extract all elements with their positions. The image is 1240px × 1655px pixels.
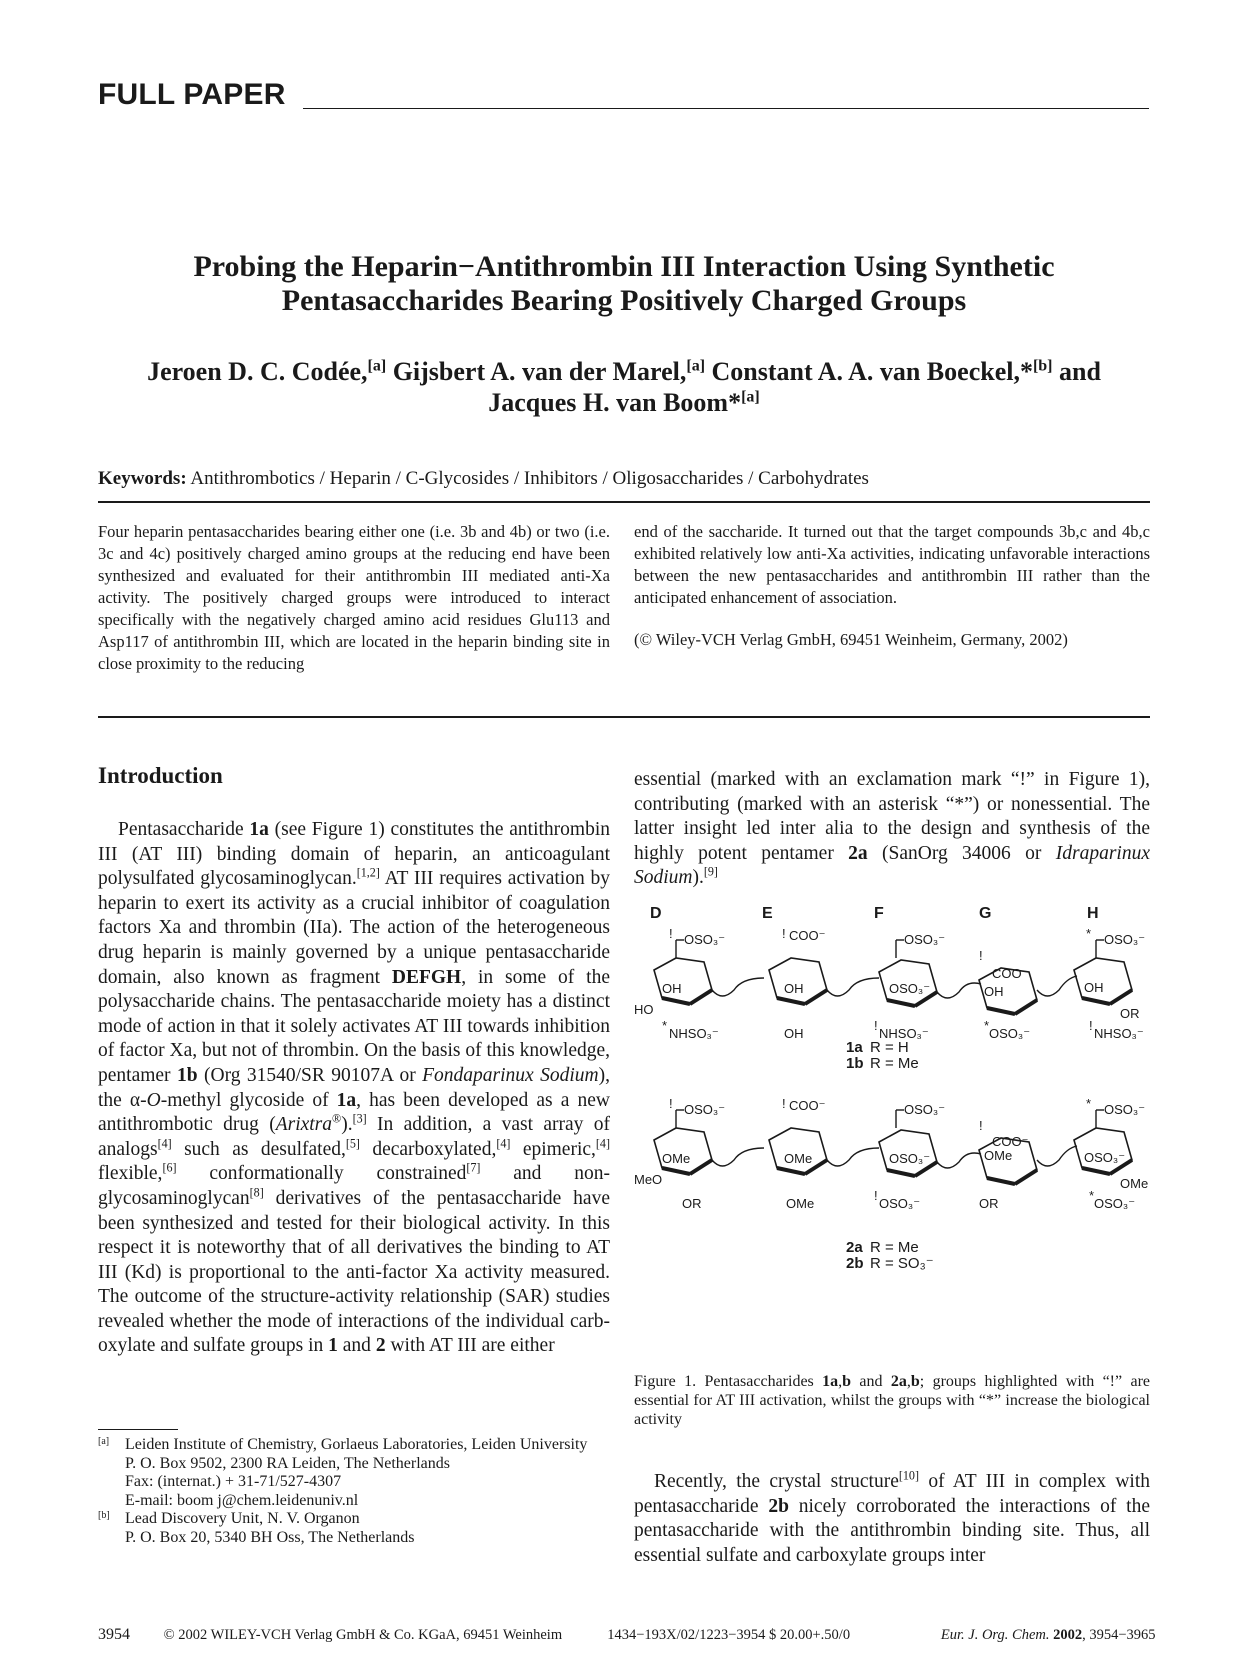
svg-text:OSO₃⁻: OSO₃⁻ xyxy=(879,1196,921,1211)
svg-text:OSO₃⁻: OSO₃⁻ xyxy=(889,981,931,996)
citation: [8] xyxy=(249,1185,264,1200)
svg-text:R = SO₃⁻: R = SO₃⁻ xyxy=(870,1255,934,1272)
keywords xyxy=(98,468,869,490)
compound-label-1b: 1b xyxy=(846,1055,864,1072)
svg-text:*: * xyxy=(1086,926,1092,941)
footnote-a: [a] Leiden Institute of Chemistry, Gorlaeus Laboratories, Leiden University P. O. Box 9502, 2300 RA Leiden, The Netherlands Fax: (internat.) + 31-71/527-4307 E-mail: boom j@chem.leidenuniv.nl xyxy=(98,1436,588,1509)
author-3: Constant A. A. van Boeckel,* xyxy=(711,357,1033,386)
page-number: 3954 xyxy=(98,1626,130,1643)
svg-text:!: ! xyxy=(669,1096,673,1111)
section-label: FULL PAPER xyxy=(98,78,286,111)
author-list xyxy=(98,356,1150,418)
svg-text:OR: OR xyxy=(979,1196,999,1211)
citation: [7] xyxy=(466,1160,481,1175)
author-2: Gijsbert A. van der Marel, xyxy=(392,357,687,386)
compound-label-2b: 2b xyxy=(846,1255,864,1272)
citation: [4] xyxy=(595,1136,610,1151)
svg-text:!: ! xyxy=(979,1118,983,1133)
footer-copyright: © 2002 WILEY-VCH Verlag GmbH & Co. KGaA, 69451 Weinheim xyxy=(163,1627,563,1643)
compound-label-2a: 2a xyxy=(846,1239,863,1256)
svg-text:OSO₃⁻: OSO₃⁻ xyxy=(1104,1102,1146,1117)
author-conjunction: and xyxy=(1059,357,1101,386)
svg-text:!: ! xyxy=(782,1096,786,1111)
svg-text:COO⁻: COO⁻ xyxy=(789,1098,826,1113)
svg-text:R = Me: R = Me xyxy=(870,1055,919,1072)
svg-text:OMe: OMe xyxy=(662,1151,691,1166)
affiliation-mark: [b] xyxy=(1032,357,1053,375)
abstract-bottom-rule xyxy=(98,716,1150,718)
svg-text:NHSO₃⁻: NHSO₃⁻ xyxy=(669,1026,719,1041)
citation: [6] xyxy=(162,1160,177,1175)
abstract-left xyxy=(98,521,610,675)
svg-text:OSO₃⁻: OSO₃⁻ xyxy=(904,932,946,947)
footnote-rule xyxy=(98,1429,178,1430)
svg-text:OSO₃⁻: OSO₃⁻ xyxy=(1104,932,1146,947)
title-line-2: Pentasaccharides Bearing Positively Charged Groups xyxy=(281,284,967,317)
affiliation-mark: [a] xyxy=(367,357,387,375)
svg-text:!: ! xyxy=(1089,1018,1093,1033)
svg-text:OSO₃⁻: OSO₃⁻ xyxy=(684,1102,726,1117)
svg-text:NHSO₃⁻: NHSO₃⁻ xyxy=(879,1026,929,1041)
footer-citation: Eur. J. Org. Chem. 2002, 3954−3965 xyxy=(940,1627,1156,1643)
svg-text:OSO₃⁻: OSO₃⁻ xyxy=(889,1151,931,1166)
svg-text:OH: OH xyxy=(1084,980,1104,995)
citation: [4] xyxy=(496,1136,511,1151)
svg-text:!: ! xyxy=(669,926,673,941)
unit-label-f: F xyxy=(874,905,884,922)
page-footer xyxy=(98,1626,1156,1644)
svg-text:!: ! xyxy=(874,1018,878,1033)
unit-label-e: E xyxy=(762,905,773,922)
svg-text:OH: OH xyxy=(662,981,682,996)
svg-text:OH: OH xyxy=(784,981,804,996)
body-column-left xyxy=(98,818,610,1359)
svg-text:OSO₃⁻: OSO₃⁻ xyxy=(904,1102,946,1117)
svg-text:R = Me: R = Me xyxy=(870,1239,919,1256)
pentasaccharide-structures xyxy=(634,900,1150,1360)
footer-issn: 1434−193X/02/1223−3954 $ 20.00+.50/0 xyxy=(607,1627,851,1643)
svg-text:!: ! xyxy=(874,1188,878,1203)
keywords-text: Antithrombotics / Heparin / C-Glycosides / Inhibitors / Oligosaccharides / Carbohydrates xyxy=(190,468,869,489)
keywords-label: Keywords: xyxy=(98,468,187,489)
svg-text:OMe: OMe xyxy=(984,1148,1013,1163)
citation: [10] xyxy=(898,1468,919,1483)
svg-text:OMe: OMe xyxy=(786,1196,815,1211)
svg-text:OSO₃⁻: OSO₃⁻ xyxy=(684,932,726,947)
svg-text:COO⁻: COO⁻ xyxy=(789,928,826,943)
affiliation-mark: [a] xyxy=(741,388,760,406)
svg-text:*: * xyxy=(662,1018,668,1033)
citation: [1,2] xyxy=(356,865,380,880)
citation: [4] xyxy=(157,1136,172,1151)
paper-title xyxy=(98,250,1150,318)
author-4: Jacques H. van Boom* xyxy=(488,388,742,417)
citation: [5] xyxy=(345,1136,360,1151)
svg-text:OMe: OMe xyxy=(1120,1176,1149,1191)
footnote-b: [b] Lead Discovery Unit, N. V. Organon P. O. Box 20, 5340 BH Oss, The Netherlands xyxy=(98,1510,415,1546)
abstract-top-rule xyxy=(98,501,1150,503)
body-column-right-bottom xyxy=(634,1470,1150,1568)
svg-text:OMe: OMe xyxy=(784,1151,813,1166)
unit-label-d: D xyxy=(650,905,662,922)
unit-label-h: H xyxy=(1087,905,1099,922)
svg-text:OH: OH xyxy=(984,984,1004,999)
svg-text:COO⁻: COO⁻ xyxy=(992,966,1029,981)
abstract-copyright: (© Wiley-VCH Verlag GmbH, 69451 Weinheim, Germany, 2002) xyxy=(634,630,1068,649)
figure-caption: Figure 1. Pentasaccharides 1a,b and 2a,b; groups highlighted with “!” are essential for AT III activation, whilst the groups with “*” increase the biological activity xyxy=(634,1373,1151,1428)
svg-text:OH: OH xyxy=(784,1026,804,1041)
svg-text:R = H: R = H xyxy=(870,1039,909,1056)
svg-text:OR: OR xyxy=(1120,1006,1140,1021)
svg-text:!: ! xyxy=(979,948,983,963)
author-1: Jeroen D. C. Codée, xyxy=(147,357,368,386)
unit-label-g: G xyxy=(979,905,992,922)
svg-text:HO: HO xyxy=(634,1002,654,1017)
svg-text:COO⁻: COO⁻ xyxy=(992,1134,1029,1149)
svg-text:OSO₃⁻: OSO₃⁻ xyxy=(1094,1196,1136,1211)
svg-text:OSO₃⁻: OSO₃⁻ xyxy=(989,1026,1031,1041)
svg-text:OR: OR xyxy=(682,1196,702,1211)
affiliation-mark: [a] xyxy=(686,357,706,375)
svg-text:*: * xyxy=(1089,1188,1095,1203)
compound-label-1a: 1a xyxy=(846,1039,863,1056)
citation: [9] xyxy=(703,864,718,879)
title-line-1: Probing the Heparin−Antithrombin III Interaction Using Synthetic xyxy=(193,250,1055,283)
abstract-text-left: Four heparin pentasaccharides bearing either one (i.e. 3b and 4b) or two (i.e. 3c and 4c) positively charged amino groups at the reducing end have been synthesized and evaluated for their antithrombin III mediated anti-Xa activity. The positively charged groups were introduced to interact specifically with the negatively charged amino acid residues Glu113 and Asp117 of antithrombin III, which are located in the heparin binding site in close proximity to the reducing xyxy=(98,522,610,673)
body-column-right-top xyxy=(634,768,1150,891)
citation: [3] xyxy=(352,1111,367,1126)
svg-text:MeO: MeO xyxy=(634,1172,663,1187)
svg-text:*: * xyxy=(1086,1096,1092,1111)
abstract-right xyxy=(634,521,1150,651)
affiliation-footnotes xyxy=(98,1436,608,1547)
svg-text:OSO₃⁻: OSO₃⁻ xyxy=(1084,1150,1126,1165)
intro-paragraph-2: Recently, the crystal structure[10] of AT III in complex with pentasaccharide 2b nicely corroborated the interactions of the pentasaccharide with the antithrombin binding site. Thus, all essential sulfate and carboxylate groups inter xyxy=(634,1468,1150,1566)
svg-text:*: * xyxy=(984,1018,990,1033)
svg-text:!: ! xyxy=(782,926,786,941)
svg-text:NHSO₃⁻: NHSO₃⁻ xyxy=(1094,1026,1144,1041)
abstract-text-right: end of the saccharide. It turned out that the target compounds 3b,c and 4b,c exhibited relatively low anti-Xa activities, indicating unfavorable interactions between the new pentasaccharides and antithrombin III rather than the anticipated enhancement of association. xyxy=(634,522,1150,607)
section-heading-introduction: Introduction xyxy=(98,763,223,788)
intro-paragraph-1-continued: essential (marked with an exclamation mark “!” in Figure 1), contributing (marked with an asterisk “*”) or nonessential. The latter insight led inter alia to the design and synthesis of the highly potent pentamer 2a (SanOrg 34006 or Idraparinux Sodium).[9] xyxy=(634,769,1150,889)
intro-paragraph-1: Pentasaccharide 1a (see Figure 1) constitutes the antithrombin III (AT III) binding domain of heparin, an anticoagulant polysulfated glycosaminoglycan.[1,2] AT III requires activation by heparin to exert its activity as a crucial inhibitor of coagulation factors Xa and thrombin (IIa). The action of the heterogeneous drug heparin is mainly governed by a unique pentasaccharide domain, also known as fragment DEFGH, in some of the polysaccharide chains. The pentasaccharide moiety has a distinct mode of action in that it solely activates AT III towards inhibition of factor Xa, but not of thrombin. On the basis of this knowledge, pentamer 1b (Org 31540/SR 90107A or Fondaparinux Sodium), the α-O-methyl glycoside of 1a, has been developed as a new antithrombotic drug (Arixtra®).[3] In addition, a vast array of analogs[4] such as desulfated,[5] decarboxylated,[4] epimeric,[4] flexible,[6] conformationally constrained[7] and non-glycosaminoglycan[8] derivatives of the pentasaccharide have been synthesized and tested for their biological activity. In this respect it is noteworthy that of all derivatives the binding to AT III (Kd) is proportional to the anti-factor Xa activity measured. The outcome of the structure-activity relationship (SAR) studies revealed whether the mode of interactions of the individual carboxylate and sulfate groups in 1 and 2 with AT III are either xyxy=(98,819,611,1357)
figure-1 xyxy=(634,900,1150,1360)
header-rule xyxy=(303,108,1149,109)
